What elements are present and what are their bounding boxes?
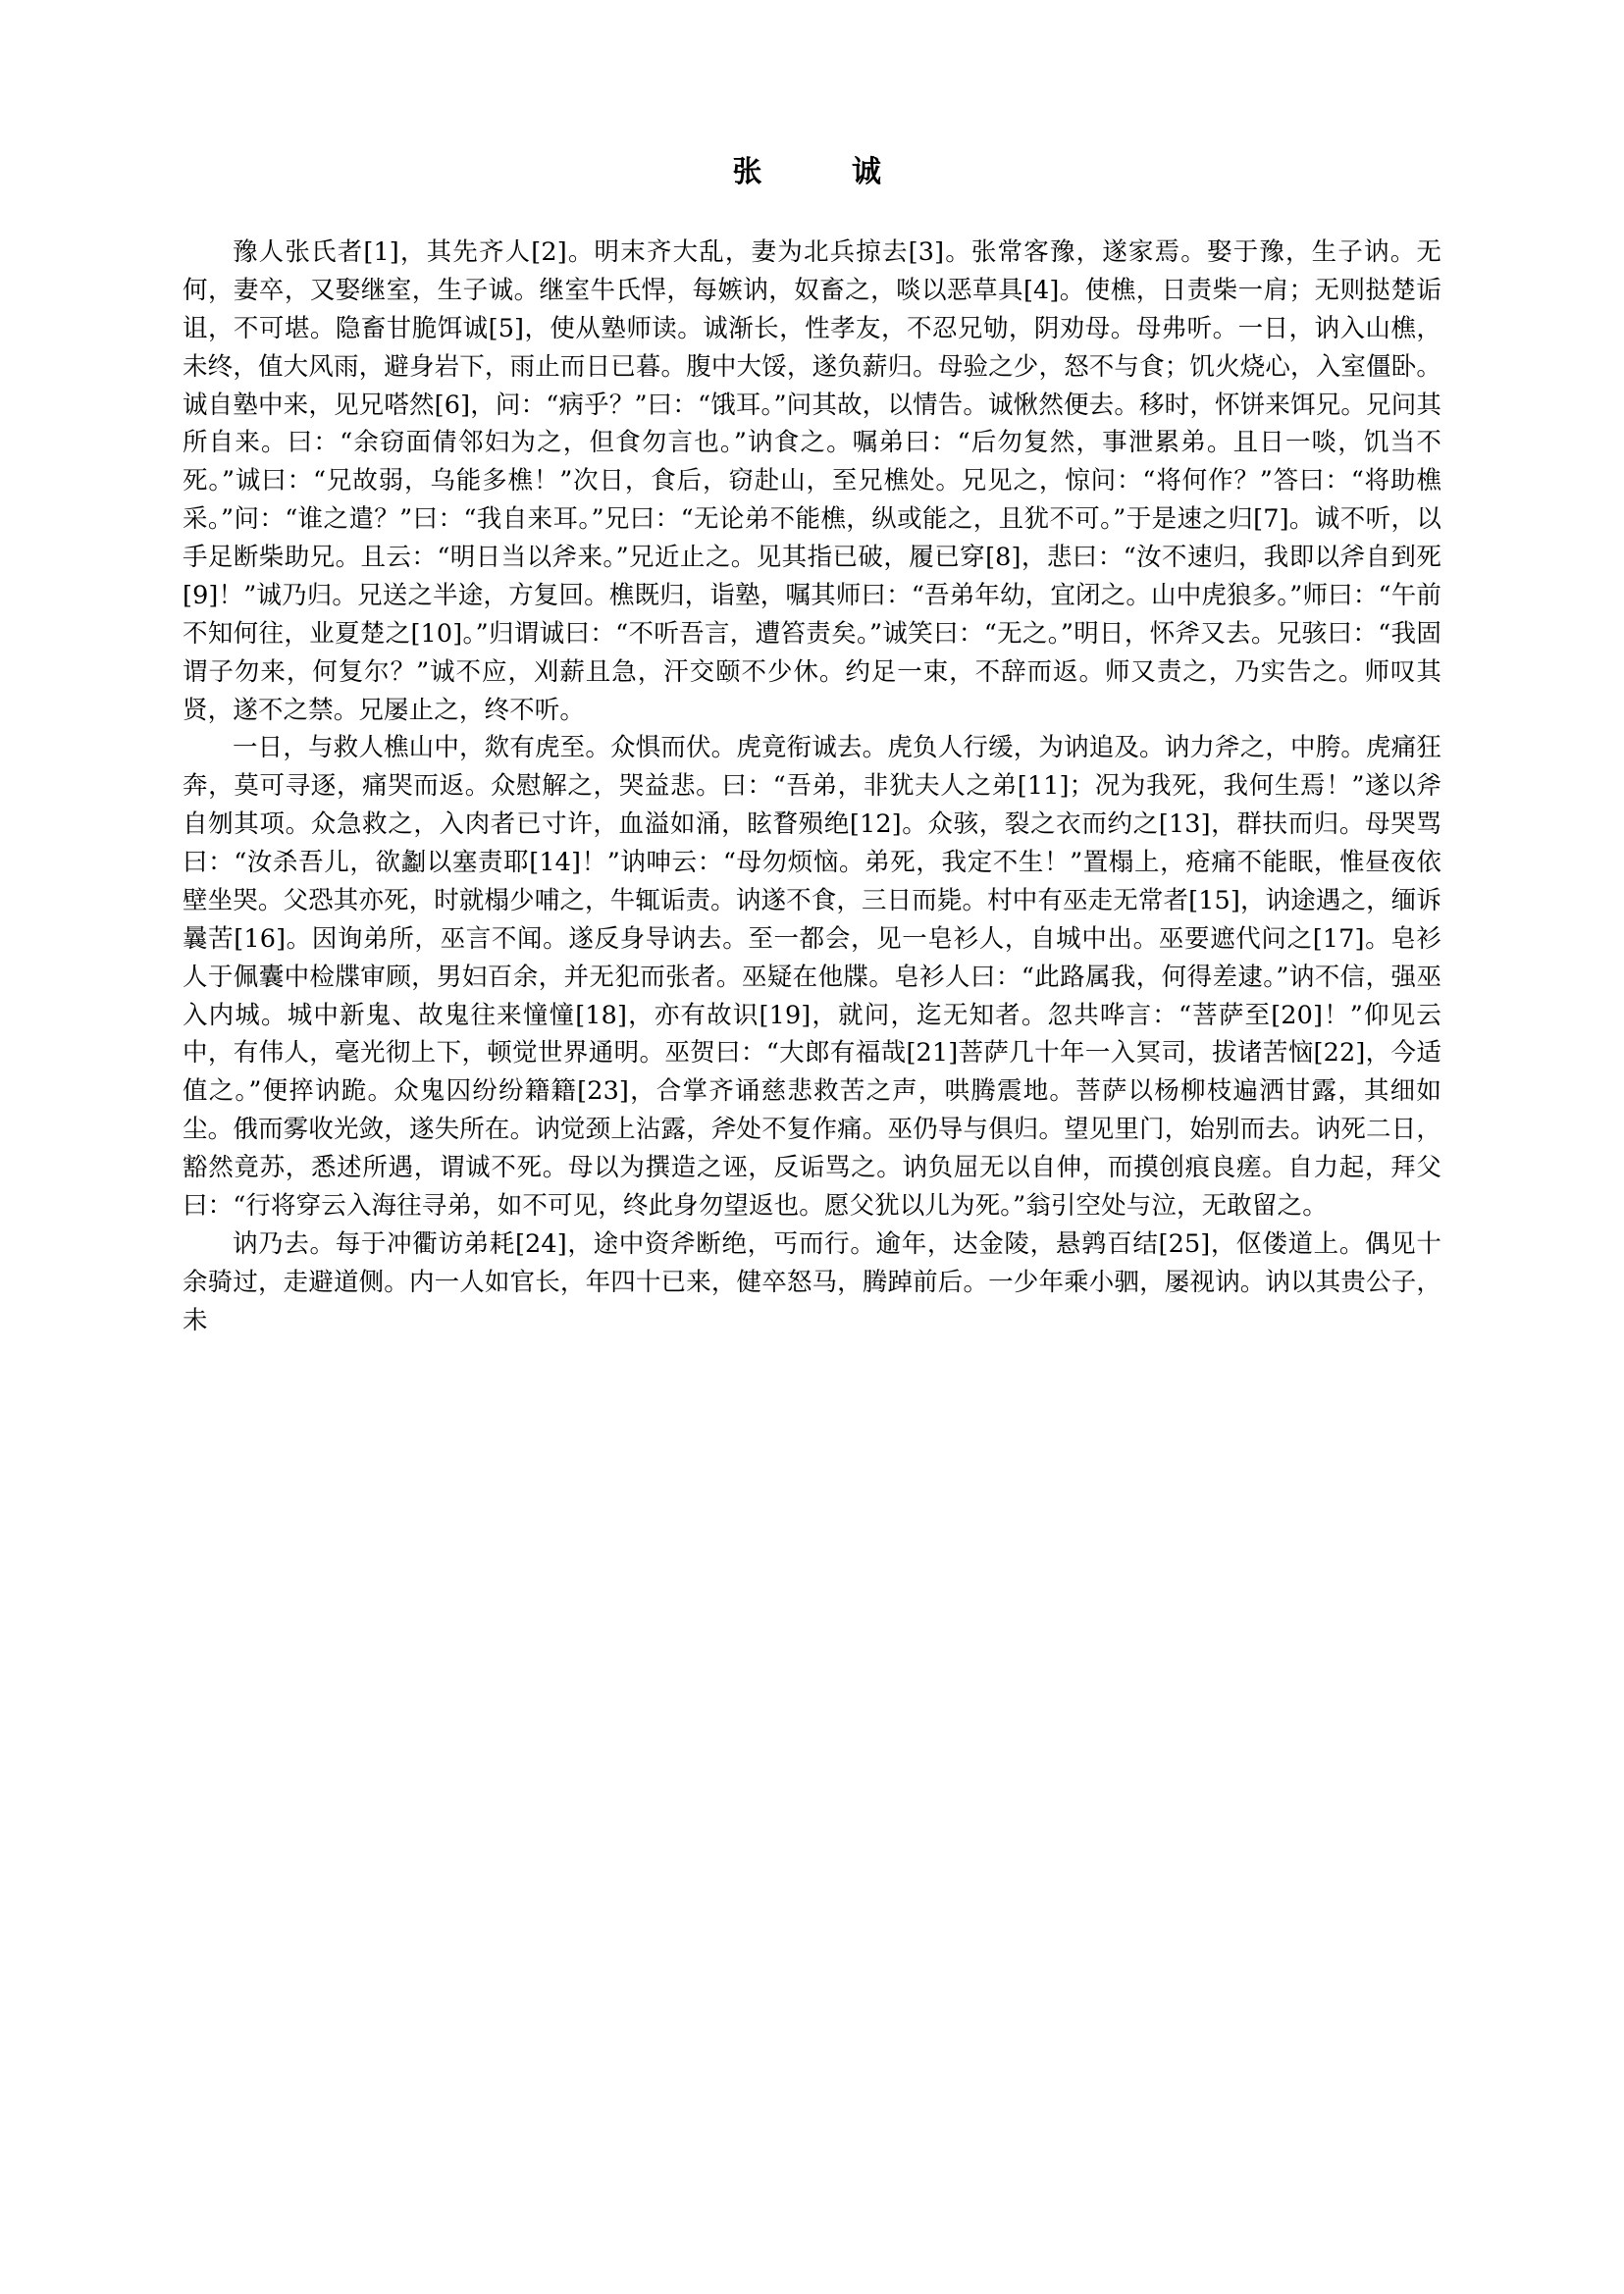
body-paragraph: 讷乃去。每于冲衢访弟耗[24]，途中资斧断绝，丐而行。逾年，达金陵，悬鹑百结[25]，伛偻道上。偶见十余骑过，走避道侧。内一人如官长，年四十已来，健卒怒马，腾踔前后。一少年乘小驷，屡视讷。讷以其贵公子，未 — [183, 1228, 1441, 1335]
page-title: 张 诚 — [732, 155, 892, 189]
page-content — [183, 147, 1441, 1339]
body-paragraph: 一日，与救人樵山中，欻有虎至。众惧而伏。虎竟衔诚去。虎负人行缓，为讷追及。讷力斧之，中胯。虎痛狂奔，莫可寻逐，痛哭而返。众慰解之，哭益悲。曰：“吾弟，非犹夫人之弟[11]；况为我死，我何生焉！”遂以斧自刎其项。众急救之，入肉者已寸许，血溢如涌，眩瞀殒绝[12]。众骇，裂之衣而约之[13]，群扶而归。母哭骂曰：“汝杀吾儿，欲劙以塞责耶[14]！”讷呻云：“母勿烦恼。弟死，我定不生！”置榻上，疮痛不能眠，惟昼夜依壁坐哭。父恐其亦死，时就榻少哺之，牛辄诟责。讷遂不食，三日而毙。村中有巫走无常者[15]，讷途遇之，缅诉曩苦[16]。因询弟所，巫言不闻。遂反身导讷去。至一都会，见一皂衫人，自城中出。巫要遮代问之[17]。皂衫人于佩囊中检牒审顾，男妇百余，并无犯而张者。巫疑在他牒。皂衫人曰：“此路属我，何得差逮。”讷不信，强巫入内城。城中新鬼、故鬼往来憧憧[18]，亦有故识[19]，就问，迄无知者。忽共哗言：“菩萨至[20]！”仰见云中，有伟人，毫光彻上下，顿觉世界通明。巫贺曰：“大郎有福哉[21]菩萨几十年一入冥司，拔诸苦恼[22]，今适值之。”便捽讷跪。众鬼囚纷纷籍籍[23]，合掌齐诵慈悲救苦之声，哄腾震地。菩萨以杨柳枝遍洒甘露，其细如尘。俄而雾收光敛，遂失所在。讷觉颈上沾露，斧处不复作痛。巫仍导与俱归。望见里门，始别而去。讷死二日，豁然竟苏，悉述所遇，谓诚不死。母以为撰造之诬，反诟骂之。讷负屈无以自伸，而摸创痕良瘥。自力起，拜父曰：“行将穿云入海往寻弟，如不可见，终此身勿望返也。愿父犹以儿为死。”翁引空处与泣，无敢留之。 — [183, 733, 1441, 1221]
body-paragraph: 豫人张氏者[1]，其先齐人[2]。明末齐大乱，妻为北兵掠去[3]。张常客豫，遂家焉。娶于豫，生子讷。无何，妻卒，又娶继室，生子诚。继室牛氏悍，每嫉讷，奴畜之，啖以恶草具[4]。使樵，日责柴一肩；无则挞楚诟诅，不可堪。隐畜甘脆饵诚[5]，使从塾师读。诚渐长，性孝友，不忍兄劬，阴劝母。母弗听。一日，讷入山樵，未终，值大风雨，避身岩下，雨止而日已暮。腹中大馁，遂负薪归。母验之少，怒不与食；饥火烧心，入室僵卧。诚自塾中来，见兄嗒然[6]，问：“病乎？”曰：“饿耳。”问其故，以情告。诚愀然便去。移时，怀饼来饵兄。兄问其所自来。曰：“余窃面倩邻妇为之，但食勿言也。”讷食之。嘱弟曰：“后勿复然，事泄累弟。且日一啖，饥当不死。”诚曰：“兄故弱，乌能多樵！”次日，食后，窃赴山，至兄樵处。兄见之，惊问：“将何作？”答曰：“将助樵采。”问：“谁之遣？”曰：“我自来耳。”兄曰：“无论弟不能樵，纵或能之，且犹不可。”于是速之归[7]。诚不听，以手足断柴助兄。且云：“明日当以斧来。”兄近止之。见其指已破，履已穿[8]，悲曰：“汝不速归，我即以斧自到死[9]！”诚乃归。兄送之半途，方复回。樵既归，诣塾，嘱其师曰：“吾弟年幼，宜闭之。山中虎狼多。”师曰：“午前不知何往，业夏楚之[10]。”归谓诚曰：“不听吾言，遭笞责矣。”诚笑曰：“无之。”明日，怀斧又去。兄骇曰：“我固谓子勿来，何复尔？”诚不应，刈薪且急，汗交颐不少休。约足一束，不辞而返。师又责之，乃实告之。师叹其贤，遂不之禁。兄屡止之，终不听。 — [183, 237, 1441, 725]
